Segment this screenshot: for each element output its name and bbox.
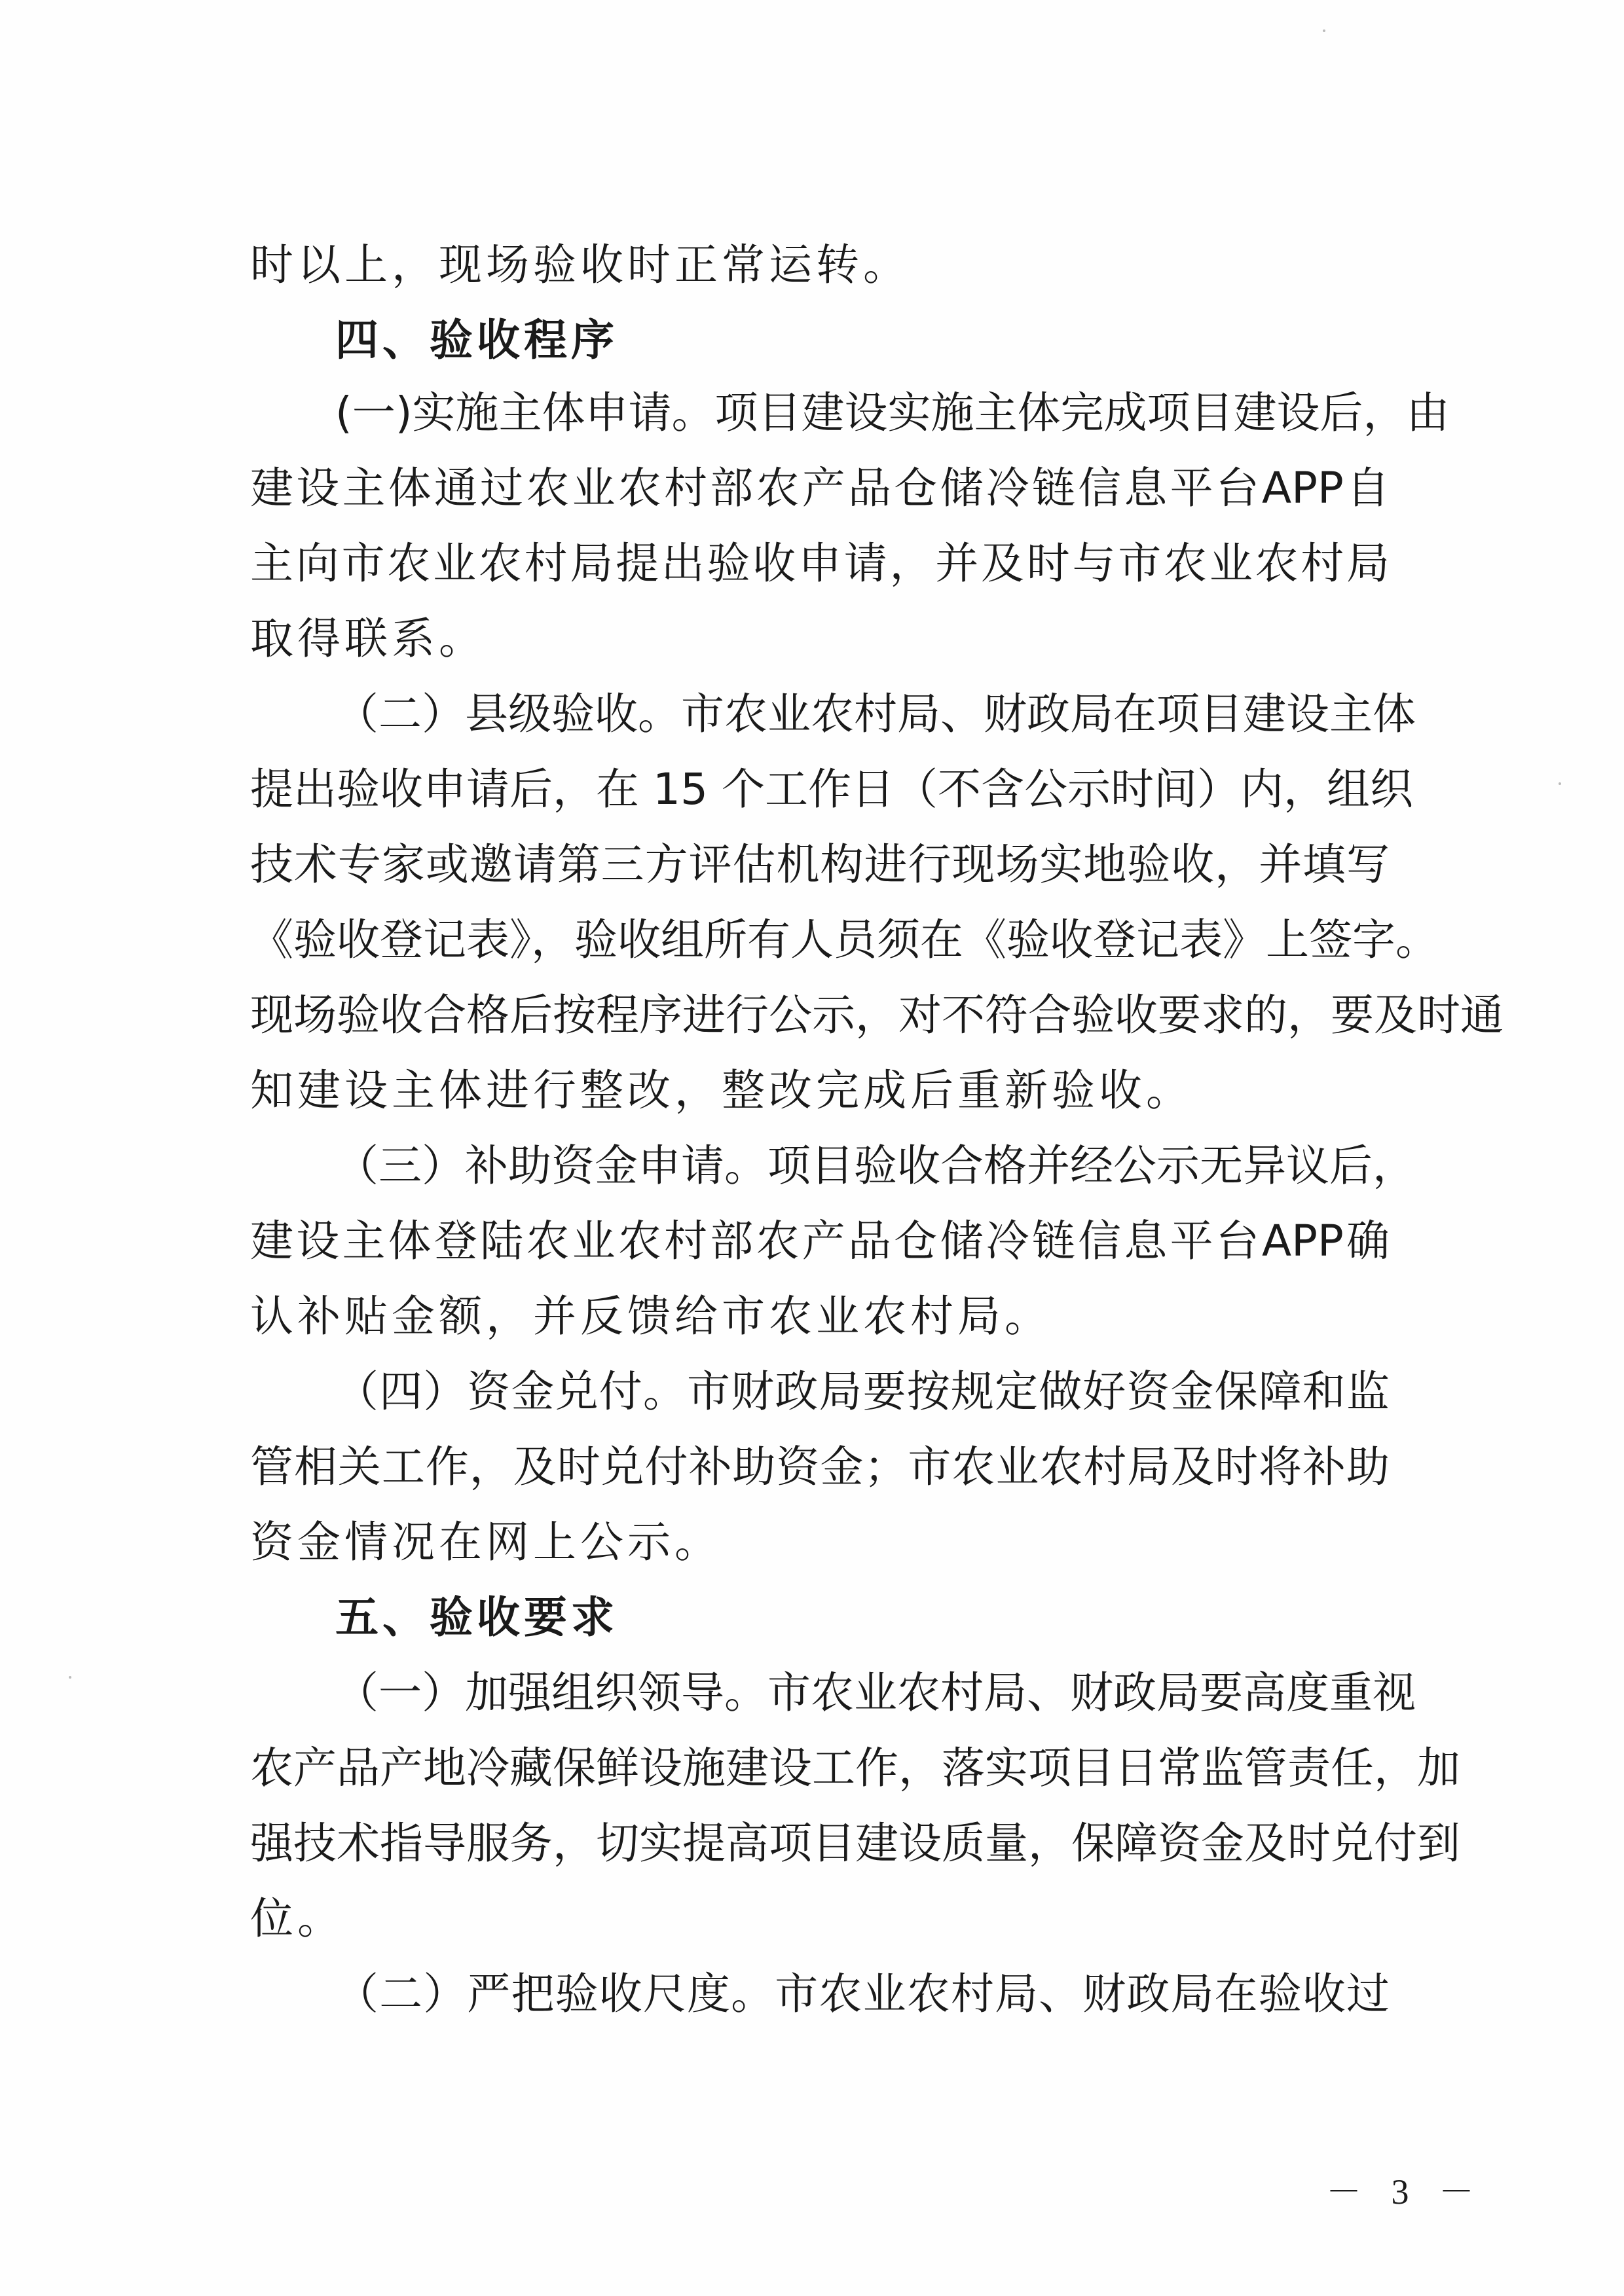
text-line: 农产品产地冷藏保鲜设施建设工作，落实项目日常监管责任，加 bbox=[250, 1743, 1460, 1793]
paragraph-start: （三）补助资金申请。项目验收合格并经公示无异议后， bbox=[335, 1140, 1416, 1191]
scan-speck bbox=[1559, 782, 1561, 785]
page-number: － 3 － bbox=[1326, 2172, 1485, 2212]
text-line: 主向市农业农村局提出验收申请，并及时与市农业农村局 bbox=[250, 538, 1390, 589]
paragraph-start: (一)实施主体申请。项目建设实施主体完成项目建设后，由 bbox=[335, 388, 1450, 438]
text-line: 管相关工作，及时兑付补助资金；市农业农村局及时将补助 bbox=[250, 1442, 1390, 1492]
text-line: 认补贴金额，并反馈给市农业农村局。 bbox=[250, 1291, 1052, 1341]
text-line: 建设主体通过农业农村部农产品仓储冷链信息平台APP自 bbox=[250, 463, 1390, 513]
paragraph-start: （二）县级验收。市农业农村局、财政局在项目建设主体 bbox=[335, 689, 1416, 739]
text-line: 知建设主体进行整改，整改完成后重新验收。 bbox=[250, 1065, 1193, 1116]
text-line: 技术专家或邀请第三方评估机构进行现场实地验收，并填写 bbox=[250, 839, 1390, 890]
text-line: 位。 bbox=[250, 1893, 344, 1944]
scan-speck bbox=[69, 1676, 71, 1679]
text-line: 现场验收合格后按程序进行公示，对不符合验收要求的，要及时通 bbox=[250, 990, 1504, 1040]
paragraph-start: （一）加强组织领导。市农业农村局、财政局要高度重视 bbox=[335, 1667, 1416, 1718]
text-line: 取得联系。 bbox=[250, 613, 486, 664]
scan-speck bbox=[1323, 29, 1325, 32]
text-line: 资金情况在网上公示。 bbox=[250, 1517, 722, 1567]
text-line: 建设主体登陆农业农村部农产品仓储冷链信息平台APP确 bbox=[250, 1216, 1390, 1266]
text-line: 强技术指导服务，切实提高项目建设质量，保障资金及时兑付到 bbox=[250, 1818, 1460, 1868]
paragraph-start: （二）严把验收尺度。市农业农村局、财政局在验收过 bbox=[335, 1969, 1390, 2019]
section-heading-acceptance-procedure: 四、验收程序 bbox=[335, 315, 618, 365]
section-heading-acceptance-requirements: 五、验收要求 bbox=[335, 1592, 618, 1643]
text-line: 时以上，现场验收时正常运转。 bbox=[250, 240, 910, 290]
text-line: 《验收登记表》，验收组所有人员须在《验收登记表》上签字。 bbox=[250, 915, 1439, 965]
text-line: 提出验收申请后，在 15 个工作日（不含公示时间）内，组织 bbox=[250, 764, 1413, 814]
paragraph-start: （四）资金兑付。市财政局要按规定做好资金保障和监 bbox=[335, 1366, 1390, 1417]
